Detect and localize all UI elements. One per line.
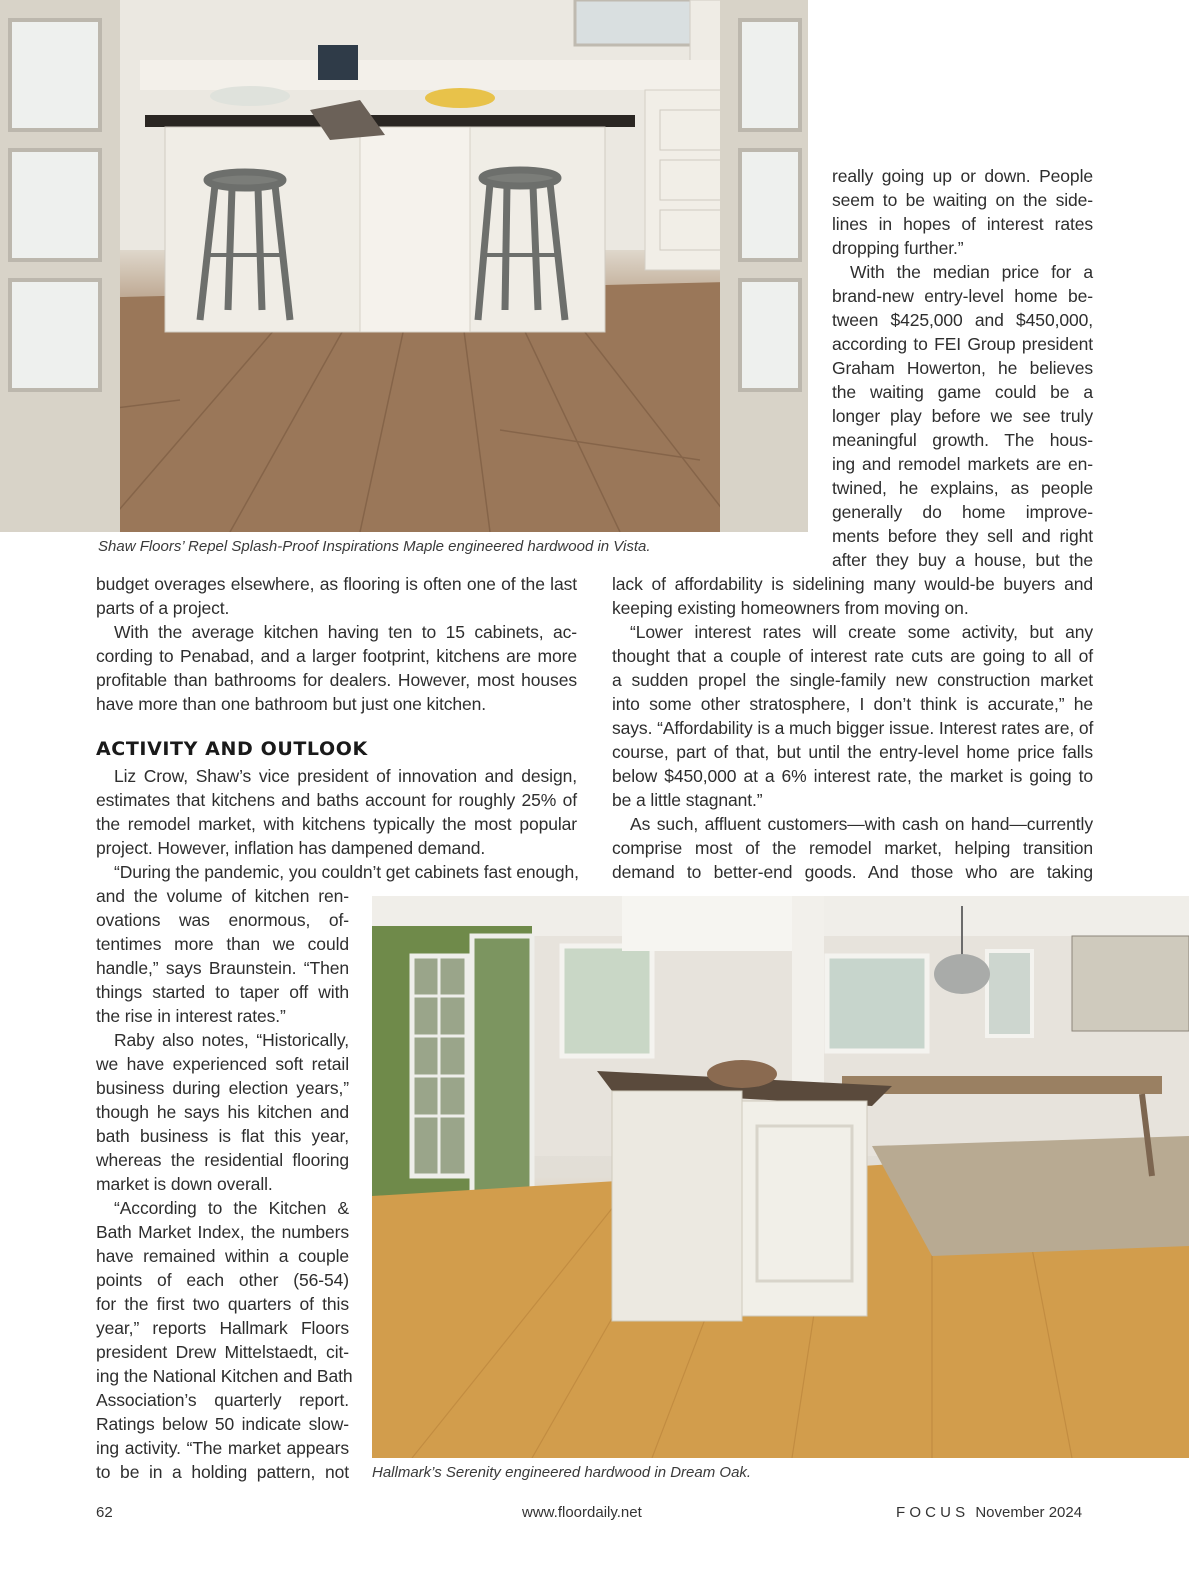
text-line: below $450,000 at a 6% interest rate, the market is going to bbox=[612, 766, 1093, 786]
text-line: comprise most of the remodel market, helping transition bbox=[612, 838, 1093, 858]
text-line: ments before they sell and right bbox=[832, 526, 1093, 546]
text-line: for the first two quarters of this bbox=[96, 1294, 349, 1314]
text-line: “Lower interest rates will create some activity, but any bbox=[630, 622, 1093, 642]
text-line: lines in hopes of interest rates bbox=[832, 214, 1093, 234]
text-line: whereas the residential flooring bbox=[96, 1150, 349, 1170]
text-line: meaningful growth. The hous- bbox=[832, 430, 1093, 450]
text-line: Raby also notes, “Historically, bbox=[114, 1030, 349, 1050]
text-line: ing the National Kitchen and Bath bbox=[96, 1366, 353, 1386]
text-line: longer play before we see truly bbox=[832, 406, 1093, 426]
text-line: seem to be waiting on the side- bbox=[832, 190, 1093, 210]
kitchen-photo-hallmark-illustration bbox=[372, 896, 1189, 1458]
text-line: “During the pandemic, you couldn’t get cabinets fast enough, bbox=[114, 862, 579, 882]
text-line: ovations was enormous, of- bbox=[96, 910, 349, 930]
text-line: demand to better-end goods. And those who are taking bbox=[612, 862, 1093, 882]
text-line: points of each other (56-54) bbox=[96, 1270, 349, 1290]
text-line: Bath Market Index, the numbers bbox=[96, 1222, 349, 1242]
photo-caption-shaw: Shaw Floors’ Repel Splash-Proof Inspirations Maple engineered hardwood in Vista. bbox=[98, 538, 651, 555]
page-number: 62 bbox=[96, 1504, 113, 1521]
text-line: market is down overall. bbox=[96, 1174, 273, 1194]
kitchen-photo-shaw-illustration bbox=[0, 0, 808, 532]
text-line: With the average kitchen having ten to 15 cabinets, ac- bbox=[114, 622, 577, 642]
text-line: Graham Howerton, he believes bbox=[832, 358, 1093, 378]
text-line: cording to Penabad, and a larger footprint, kitchens are more bbox=[96, 646, 577, 666]
text-line: Ratings below 50 indicate slow- bbox=[96, 1414, 349, 1434]
text-line: Liz Crow, Shaw’s vice president of innovation and design, bbox=[114, 766, 577, 786]
text-line: after they buy a house, but the bbox=[832, 550, 1093, 570]
text-line: twined, he explains, as people bbox=[832, 478, 1093, 498]
text-line: profitable than bathrooms for dealers. However, most houses bbox=[96, 670, 577, 690]
publication-name bbox=[896, 1504, 1082, 1521]
text-line: year,” reports Hallmark Floors bbox=[96, 1318, 349, 1338]
text-line: to be in a holding pattern, not bbox=[96, 1462, 349, 1482]
text-line: tentimes more than we could bbox=[96, 934, 349, 954]
text-line: the waiting game could be a bbox=[832, 382, 1093, 402]
text-line: business during election years,” bbox=[96, 1078, 349, 1098]
text-line: “According to the Kitchen & bbox=[114, 1198, 349, 1218]
text-line: bath business is flat this year, bbox=[96, 1126, 349, 1146]
text-line: tween $425,000 and $450,000, bbox=[832, 310, 1093, 330]
text-line: budget overages elsewhere, as flooring is often one of the last bbox=[96, 574, 577, 594]
text-line: estimates that kitchens and baths account for roughly 25% of bbox=[96, 790, 577, 810]
text-line: Association’s quarterly report. bbox=[96, 1390, 349, 1410]
text-line: dropping further.” bbox=[832, 238, 964, 258]
text-line: With the median price for a bbox=[850, 262, 1093, 282]
text-line: ing activity. “The market appears bbox=[96, 1438, 349, 1458]
text-line: according to FEI Group president bbox=[832, 334, 1093, 354]
issue-date: November 2024 bbox=[975, 1504, 1083, 1521]
text-line: course, part of that, but until the entry-level home price falls bbox=[612, 742, 1093, 762]
text-line: be a little stagnant.” bbox=[612, 790, 763, 810]
text-line: and the volume of kitchen ren- bbox=[96, 886, 349, 906]
text-line: keeping existing homeowners from moving on. bbox=[612, 598, 969, 618]
section-heading: ACTIVITY AND OUTLOOK bbox=[96, 738, 368, 760]
text-line: have remained within a couple bbox=[96, 1246, 349, 1266]
kitchen-photo-hallmark bbox=[372, 896, 1189, 1458]
text-line: though he says his kitchen and bbox=[96, 1102, 349, 1122]
text-line: have more than one bathroom but just one kitchen. bbox=[96, 694, 487, 714]
text-line: generally do home improve- bbox=[832, 502, 1093, 522]
text-line: into some other stratosphere, I don’t think is accurate,” he bbox=[612, 694, 1093, 714]
text-line: lack of affordability is sidelining many would-be buyers and bbox=[612, 574, 1093, 594]
text-line: As such, affluent customers—with cash on hand—currently bbox=[630, 814, 1093, 834]
text-line: really going up or down. People bbox=[832, 166, 1093, 186]
text-line: parts of a project. bbox=[96, 598, 230, 618]
website-url[interactable]: www.floordaily.net bbox=[522, 1504, 642, 1521]
text-line: a sudden propel the single-family new construction market bbox=[612, 670, 1093, 690]
text-line: the remodel market, with kitchens typically the most popular bbox=[96, 814, 577, 834]
text-line: handle,” says Braunstein. “Then bbox=[96, 958, 349, 978]
text-line: ing and remodel markets are en- bbox=[832, 454, 1093, 474]
text-line: project. However, inflation has dampened demand. bbox=[96, 838, 486, 858]
text-line: brand-new entry-level home be- bbox=[832, 286, 1093, 306]
text-line: things started to taper off with bbox=[96, 982, 349, 1002]
photo-caption-hallmark: Hallmark’s Serenity engineered hardwood in Dream Oak. bbox=[372, 1464, 752, 1481]
text-line: says. “Affordability is a much bigger issue. Interest rates are, of bbox=[612, 718, 1094, 738]
text-line: president Drew Mittelstaedt, cit- bbox=[96, 1342, 349, 1362]
text-line: we have experienced soft retail bbox=[96, 1054, 349, 1074]
publication-title: F O C U S bbox=[896, 1504, 966, 1521]
text-line: thought that a couple of interest rate cuts are going to all of bbox=[612, 646, 1093, 666]
kitchen-photo-shaw bbox=[0, 0, 808, 532]
text-line: the rise in interest rates.” bbox=[96, 1006, 286, 1026]
